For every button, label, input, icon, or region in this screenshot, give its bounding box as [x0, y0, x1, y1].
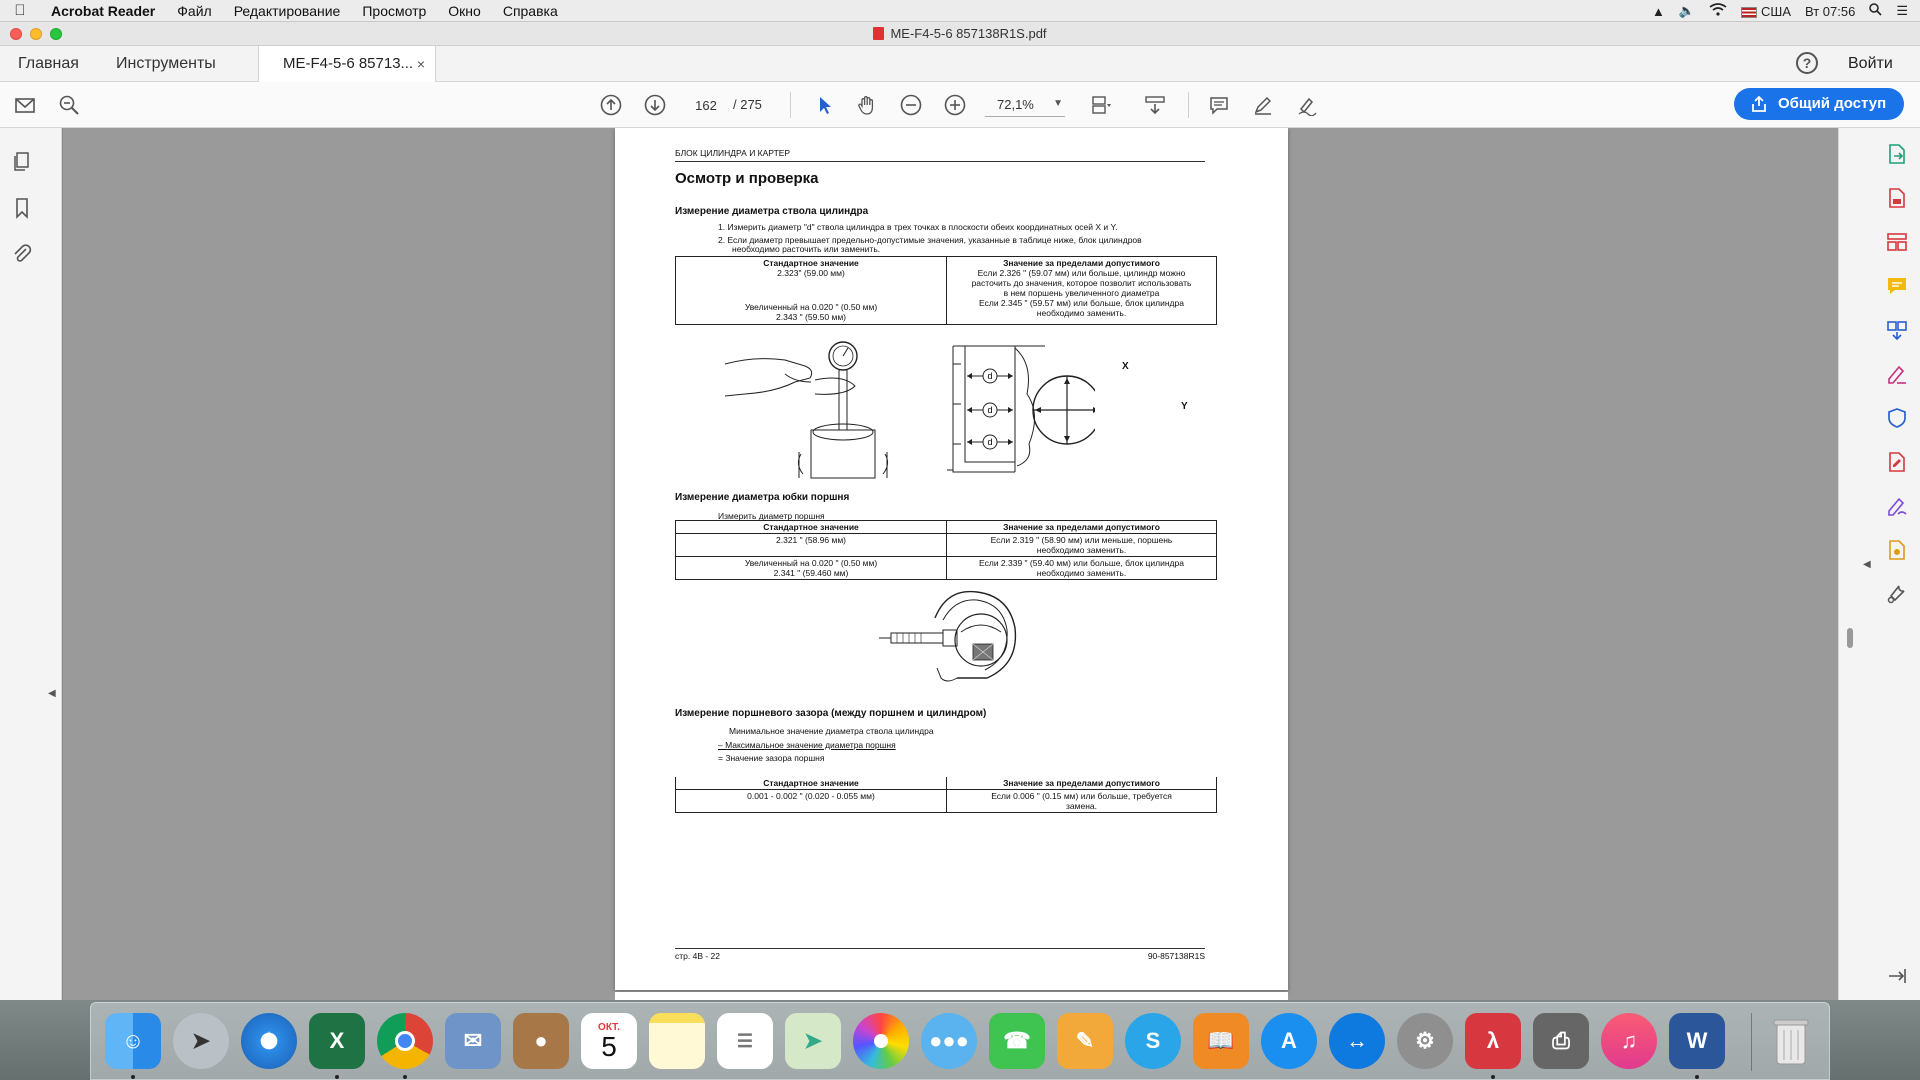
running-indicator — [335, 1075, 339, 1079]
share-button[interactable]: Общий доступ — [1734, 88, 1904, 120]
us-flag-icon — [1741, 7, 1757, 18]
table-cell: Если 2.339 " (59.40 мм) или больше, блок цилиндра необходимо заменить. — [947, 557, 1217, 580]
section-piston-heading: Измерение диаметра юбки поршня — [675, 492, 850, 503]
word-icon[interactable]: W — [1669, 1013, 1725, 1069]
mail-app-icon[interactable]: ✉ — [445, 1013, 501, 1069]
dock — [90, 1002, 1830, 1080]
clearance-line-3: = Значение зазора поршня — [718, 753, 825, 763]
zoom-level-dropdown[interactable]: 72,1% ▼ — [985, 93, 1065, 117]
step-1-text: 1. Измерить диаметр "d" ствола цилиндра в трех точках в плоскости обеих координатных осей X и Y. — [718, 222, 1118, 232]
table-cell: Значение за пределами допустимого Если 2.326 " (59.07 мм) или больше, цилиндр можно расточить до значения, которое позволит использовать в нем поршень увеличенного диаметра Если 2.345 " (59.57 мм) или больше, блок цилиндра необходимо заменить. — [947, 257, 1217, 325]
fill-sign-icon[interactable] — [1885, 362, 1909, 386]
contacts-icon[interactable]: ● — [513, 1013, 569, 1069]
page-number-input[interactable] — [686, 94, 726, 116]
excel-icon[interactable]: X — [309, 1013, 365, 1069]
running-indicator — [1491, 1075, 1495, 1079]
pages-icon[interactable]: ✎ — [1057, 1013, 1113, 1069]
table-cell: Если 0.006 " (0.15 мм) или больше, требуется замена. — [947, 790, 1217, 813]
menu-window[interactable]: Окно — [448, 2, 481, 19]
scrollbar-thumb[interactable] — [1847, 628, 1853, 648]
table-cell: Значение за пределами допустимого — [947, 521, 1217, 534]
toolbar — [0, 82, 1920, 128]
micrometer-figure — [877, 588, 1027, 688]
bore-measurement-figure — [715, 334, 1095, 480]
facetime-icon[interactable]: ☎ — [989, 1013, 1045, 1069]
volume-icon[interactable]: 🔈 — [1678, 3, 1696, 18]
toolbar-divider — [790, 92, 791, 118]
bore-spec-table — [675, 256, 1217, 325]
wifi-icon[interactable] — [1709, 3, 1727, 19]
tab-document-label: ME-F4-5-6 85713... — [283, 55, 414, 72]
dock-divider — [1751, 1013, 1752, 1071]
combine-files-icon[interactable] — [1885, 318, 1909, 342]
notes-icon[interactable] — [649, 1013, 705, 1069]
left-navigation-pane — [0, 128, 62, 1000]
select-cursor-icon[interactable] — [814, 94, 836, 116]
collapse-left-pane-icon[interactable]: ◀ — [48, 688, 56, 699]
bookmark-icon[interactable] — [10, 196, 34, 220]
chevron-down-icon: ▼ — [1053, 98, 1063, 109]
piston-step-text: Измерить диаметр поршня — [718, 511, 825, 521]
spotlight-icon[interactable] — [1869, 3, 1882, 19]
section-clearance-heading: Измерение поршневого зазора (между поршнем и цилиндром) — [675, 708, 987, 719]
clearance-line-2: – Максимальное значение диаметра поршня — [718, 740, 896, 750]
clearance-line-1: Минимальное значение диаметра ствола цилиндра — [729, 726, 934, 736]
page-footer — [675, 948, 1205, 961]
menu-app[interactable]: Acrobat Reader — [51, 2, 156, 19]
d-label: d — [987, 371, 993, 381]
status-area — [1652, 0, 1908, 22]
trash-icon[interactable] — [1763, 1013, 1819, 1069]
piston-spec-table — [675, 520, 1217, 580]
itunes-icon[interactable]: ♫ — [1601, 1013, 1657, 1069]
maps-icon[interactable]: ➤ — [785, 1013, 841, 1069]
sign-in-link[interactable]: Войти — [1848, 55, 1893, 72]
table-cell: Стандартное значение — [676, 777, 947, 790]
table-cell: Значение за пределами допустимого — [947, 777, 1217, 790]
export-pdf-icon[interactable] — [1885, 142, 1909, 166]
table-cell: Стандартное значение 2.323" (59.00 мм) Увеличенный на 0.020 " (0.50 мм) 2.343 " (59.50 мм) — [676, 257, 947, 325]
section-bore-heading: Измерение диаметра ствола цилиндра — [675, 206, 869, 217]
page-total: / 275 — [733, 97, 762, 112]
system-preferences-icon[interactable]: ⚙ — [1397, 1013, 1453, 1069]
step-2-text-cont: необходимо расточить или заменить. — [732, 244, 881, 254]
page-display-icon[interactable] — [1090, 94, 1112, 116]
running-indicator — [1695, 1075, 1699, 1079]
next-pdf-page-edge — [615, 992, 1288, 1000]
chrome-icon[interactable] — [377, 1013, 433, 1069]
right-tools-pane — [1838, 128, 1920, 1000]
comment-tool-icon[interactable] — [1885, 274, 1909, 298]
calendar-icon[interactable]: ОКТ. 5 — [581, 1013, 637, 1069]
tab-tools[interactable]: Инструменты — [116, 55, 216, 72]
skype-icon[interactable]: S — [1125, 1013, 1181, 1069]
page-thumbnails-icon[interactable] — [10, 150, 34, 174]
ibooks-icon[interactable]: 📖 — [1193, 1013, 1249, 1069]
menu-bar — [0, 0, 1920, 22]
app-store-icon[interactable]: A — [1261, 1013, 1317, 1069]
footer-page-number: стр. 4B - 22 — [675, 951, 720, 961]
table-cell: Увеличенный на 0.020 " (0.50 мм) 2.341 " (59.460 мм) — [676, 557, 947, 580]
zoom-in-icon[interactable] — [944, 94, 966, 116]
input-source[interactable]: США — [1741, 4, 1791, 19]
reminders-icon[interactable]: ☰ — [717, 1013, 773, 1069]
table-cell: 0.001 - 0.002 " (0.020 - 0.055 мм) — [676, 790, 947, 813]
highlight-pen-icon[interactable] — [1252, 94, 1274, 116]
tab-home[interactable]: Главная — [18, 55, 79, 72]
help-icon[interactable]: ? — [1796, 52, 1818, 74]
edit-pdf-icon[interactable] — [1885, 450, 1909, 474]
next-page-icon[interactable] — [644, 94, 666, 116]
running-indicator — [131, 1075, 135, 1079]
window-title: ME-F4-5-6 857138R1S.pdf — [0, 26, 1920, 41]
send-for-review-icon[interactable] — [1885, 538, 1909, 562]
running-indicator — [403, 1075, 407, 1079]
tab-row — [0, 46, 1920, 82]
previous-page-icon[interactable] — [600, 94, 622, 116]
acrobat-reader-icon[interactable]: λ — [1465, 1013, 1521, 1069]
create-pdf-icon[interactable] — [1885, 186, 1909, 210]
pdf-page — [615, 128, 1288, 990]
safari-icon[interactable]: ✦ — [241, 1013, 297, 1069]
zoom-search-icon[interactable] — [58, 94, 80, 116]
mail-icon[interactable] — [14, 94, 36, 116]
scroll-mode-icon[interactable] — [1144, 94, 1166, 116]
step-2-text: 2. Если диаметр превышает предельно-допустимые значения, указанные в таблице ниже, блок цилиндров — [718, 235, 1142, 245]
d-label: d — [987, 405, 993, 415]
teamviewer-icon[interactable]: ↔ — [1329, 1013, 1385, 1069]
menu-help[interactable]: Справка — [502, 2, 558, 19]
d-label: d — [987, 437, 993, 447]
upload-icon[interactable]: ▲ — [1651, 3, 1665, 19]
share-icon — [1750, 95, 1768, 113]
send-for-signature-icon[interactable] — [1885, 494, 1909, 518]
pdf-file-icon — [873, 27, 884, 40]
table-cell: 2.321 " (58.96 мм) — [676, 534, 947, 557]
window-titlebar — [0, 22, 1920, 46]
section-header: БЛОК ЦИЛИНДРА И КАРТЕР — [675, 148, 1205, 162]
close-tab-icon[interactable]: × — [416, 56, 425, 72]
zoom-out-icon[interactable] — [900, 94, 922, 116]
clearance-spec-table — [675, 777, 1217, 813]
axis-x-label: X — [1122, 361, 1129, 372]
apple-icon[interactable] — [0, 2, 40, 19]
photos-icon[interactable] — [853, 1013, 909, 1069]
menu-view[interactable]: Просмотр — [362, 2, 427, 19]
expand-pane-icon[interactable] — [1885, 964, 1909, 988]
menu-file[interactable]: Файл — [177, 2, 212, 19]
hand-tool-icon[interactable] — [856, 94, 878, 116]
menu-edit[interactable]: Редактирование — [233, 2, 341, 19]
finder-icon[interactable]: ☺ — [105, 1013, 161, 1069]
axis-y-label: Y — [1181, 401, 1188, 412]
messages-icon[interactable]: ●●● — [921, 1013, 977, 1069]
footer-doc-code: 90-857138R1S — [1147, 951, 1205, 961]
collapse-right-pane-icon[interactable]: ◀ — [1863, 559, 1871, 570]
page-title: Осмотр и проверка — [675, 170, 819, 187]
sign-icon[interactable] — [1296, 94, 1318, 116]
document-viewport[interactable] — [63, 128, 1838, 1000]
clock[interactable]: Вт 07:56 — [1805, 3, 1856, 19]
table-cell: Если 2.319 " (58.90 мм) или меньше, поршень необходимо заменить. — [947, 534, 1217, 557]
more-tools-icon[interactable] — [1885, 582, 1909, 606]
toolbar-divider — [1188, 92, 1189, 118]
comment-icon[interactable] — [1208, 94, 1230, 116]
protect-shield-icon[interactable] — [1885, 406, 1909, 430]
organize-pages-icon[interactable] — [1885, 230, 1909, 254]
launchpad-icon[interactable]: ➤ — [173, 1013, 229, 1069]
printer-icon[interactable]: ⎙ — [1533, 1013, 1589, 1069]
tab-document[interactable] — [258, 46, 436, 83]
attachment-icon[interactable] — [10, 242, 34, 266]
notification-center-icon[interactable]: ☰ — [1896, 3, 1908, 18]
table-cell: Стандартное значение — [676, 521, 947, 534]
